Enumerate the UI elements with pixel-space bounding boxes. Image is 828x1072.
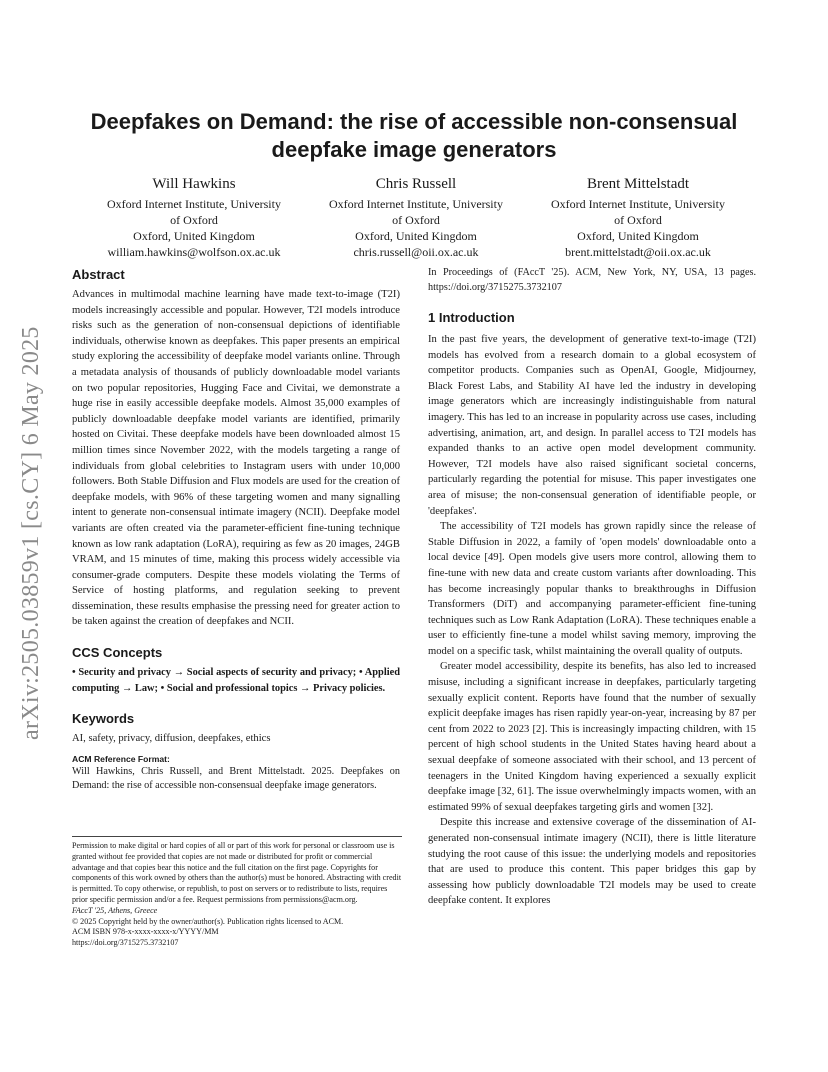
keywords-heading: Keywords: [72, 711, 135, 727]
author-block: [86, 174, 746, 260]
intro-paragraph-3: Greater model accessibility, despite its benefits, has also led to increased misuse, including a significant increase in deepfakes, particularly targeting sexually explicit content. Reports have found that the number of sexually explicit deepfake images has risen rapidly year-on-year, increasing by 87 per cent from 2022 to 2023 [2]. This is increasingly impacting children, with 15 percent of high school students in the United States having heard about a sexual deepfake of someone associated with their school, and 13 percent of teenagers in the United Kingdom having experienced a sexually explicit deepfake image [32, 61]. The issue overwhelmingly impacts women, with an estimated 99% of sexual deepfakes targeting girls and women [32].: [428, 661, 756, 813]
intro-paragraph-1: In the past five years, the development of generative text-to-image (T2I) models has evolved from a research domain to a global ecosystem of competitor products. Companies such as OpenAI, Google, Midjourney, Black Forest Labs, and Stability AI have led the industry in developing image generators which are increasingly indistinguishable from natural imagery. This has led to an increase in popularity across use cases, including advertising, animation, art, and design. In parallel access to T2I models has expanded thanks to an active open model development community. However, T2I models have also raised significant societal concerns, particularly regarding the potential for misuse. This paper investigates one area of misuse; the non-consensual generation of identifiable people, or 'deepfakes'.: [428, 334, 756, 517]
author-affiliation: Oxford Internet Institute, University: [107, 197, 281, 211]
author-affiliation: Oxford Internet Institute, University: [551, 197, 725, 211]
author-email[interactable]: brent.mittelstadt@oii.ox.ac.uk: [565, 245, 711, 259]
intro-paragraph-4: Despite this increase and extensive coverage of the dissemination of AI-generated non-consensual intimate imagery (NCII), there is little literature studying the root cause of this issue: the underlying models and repositories that are used to produce this content. This paper bridges this gap by assessing how publicly downloadable T2I models may be used to create deepfake content. It explores: [428, 817, 756, 907]
left-column: [72, 266, 400, 793]
doi-link[interactable]: https://doi.org/3715275.3732107: [72, 938, 179, 948]
copyright: © 2025 Copyright held by the owner/author(s). Publication rights licensed to ACM.: [72, 916, 344, 926]
intro-paragraph-2: The accessibility of T2I models has grown rapidly since the release of Stable Diffusion in 2022, a family of 'open models' downloadable onto a local device [49]. Open models give users more control, allowing them to fine-tune with new data and create custom variants after downloading. This has become increasingly popular thanks to breakthroughs in Diffusion Transformers (DiT) and accompanying parameter-efficient fine-tuning techniques such as Low Rank Adaptation (LoRA). These techniques enable a user to efficiently fine-tune a model whilst saving memory, improving the model on a specific task, whilst maintaining the overall quality of outputs.: [428, 521, 756, 657]
author-affiliation: Oxford Internet Institute, University: [329, 197, 503, 211]
author-1: [86, 174, 302, 260]
abstract-heading: Abstract: [72, 267, 125, 282]
proceedings-line: In Proceedings of (FAccT '25). ACM, New York, NY, USA, 13 pages. https://doi.org/3715275.3732107: [428, 267, 756, 293]
author-name: Chris Russell: [375, 176, 457, 192]
author-name: Will Hawkins: [152, 176, 236, 192]
author-affiliation-cont: of Oxford: [170, 213, 218, 227]
ccs-heading: CCS Concepts: [72, 645, 163, 661]
author-3: [530, 174, 746, 260]
author-location: Oxford, United Kingdom: [355, 229, 477, 243]
reference-format-text: Will Hawkins, Chris Russell, and Brent Mittelstadt. 2025. Deepfakes on Demand: the rise of accessible non-consensual deepfake image generators.: [72, 765, 400, 791]
paper-title: Deepfakes on Demand: the rise of accessible non-consensual deepfake image generators: [90, 109, 738, 162]
author-location: Oxford, United Kingdom: [133, 229, 255, 243]
isbn: ACM ISBN 978-x-xxxx-xxxx-x/YYYY/MM: [72, 927, 219, 937]
author-location: Oxford, United Kingdom: [577, 229, 699, 243]
ccs-text: • Security and privacy → Social aspects of security and privacy; • Applied computing → Law; • Social and professional topics → Privacy policies.: [72, 667, 400, 694]
venue: FAccT '25, Athens, Greece: [72, 905, 158, 915]
author-2: [308, 174, 524, 260]
permission-text: Permission to make digital or hard copies of all or part of this work for personal or classroom use is granted without fee provided that copies are not made or distributed for profit or commercial advantage and that copies bear this notice and the full citation on the first page. Copyrights for components of this work owned by others than the author(s) must be honored. Abstracting with credit is permitted. To copy otherwise, or republish, to post on servers or to redistribute to lists, requires prior specific permission and/or a fee. Request permissions from permissions@acm.org.: [72, 841, 402, 904]
introduction-heading: 1 Introduction: [428, 310, 515, 325]
author-affiliation-cont: of Oxford: [392, 213, 440, 227]
arxiv-identifier: arXiv:2505.03859v1 [cs.CY] 6 May 2025: [18, 326, 44, 740]
permission-notice: [72, 836, 402, 949]
keywords-text: AI, safety, privacy, diffusion, deepfakes, ethics: [72, 733, 271, 745]
author-email[interactable]: chris.russell@oii.ox.ac.uk: [353, 245, 479, 259]
reference-format-heading: ACM Reference Format:: [72, 753, 170, 764]
abstract-text: Advances in multimodal machine learning have made text-to-image (T2I) models increasingly accessible and popular. However, T2I models introduce risks such as the generation of non-consensual depictions of identifiable individuals, otherwise known as deepfakes. This paper presents an empirical study exploring the accessibility of deepfake model variants online. Through a metadata analysis of thousands of publicly downloadable model variants on two popular repositories, Hugging Face and Civitai, we demonstrate a huge rise in easily accessible deepfake models. Almost 35,000 examples of publicly downloadable deepfake model variants are identified, primarily hosted on Civitai. These deepfake models have been downloaded almost 15 million times since November 2022, with the models targeting a range of individuals from global celebrities to Instagram users with under 10,000 followers. Both Stable Diffusion and Flux models are used for the creation of deepfake models, with 96% of these targeting women and many signalling intent to generate non-consensual intimate imagery (NCII). Deepfake model variants are often created via the parameter-efficient fine-tuning technique known as low rank adaptation (LoRA), requiring as few as 20 images, 24GB VRAM, and 15 minutes of time, making this process widely accessible via consumer-grade computers. Despite these models violating the Terms of Service of hosting platforms, and regulation seeking to prevent dissemination, these results emphasise the pressing need for greater action to be taken against the creation of deepfakes and NCII.: [72, 289, 400, 628]
author-email[interactable]: william.hawkins@wolfson.ox.ac.uk: [107, 245, 281, 259]
author-name: Brent Mittelstadt: [586, 176, 690, 192]
author-affiliation-cont: of Oxford: [614, 213, 662, 227]
right-column: [428, 266, 756, 909]
